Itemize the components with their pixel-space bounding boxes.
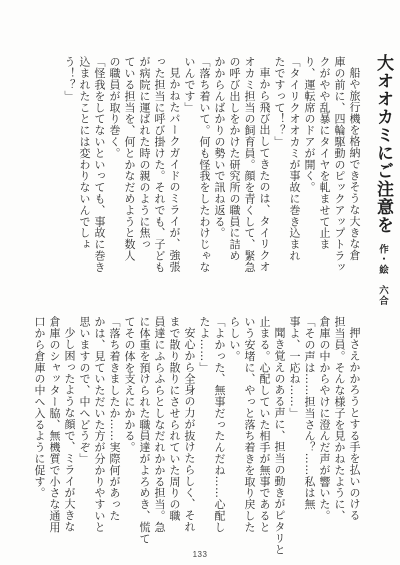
author-credit: 作・絵 六合: [377, 244, 388, 306]
text-line: らしい。: [228, 316, 241, 362]
text-line: 庫の前に、四輪駆動のピックアップトラッ: [333, 56, 346, 273]
text-line: 見かねたパークガイドのミライが、強張: [168, 67, 181, 273]
text-line: の職員が取り巻く。: [108, 56, 121, 159]
text-line: ている担当を、何とかなだめようと数人: [123, 56, 136, 262]
text-line: の呼び出しをかけた研究所の職員に詰め: [228, 56, 241, 262]
text-line: いんです」: [183, 56, 196, 113]
text-line: 口から倉庫の中へ入るように促す。: [33, 316, 46, 499]
text-line: 担当員。そんな様子を見かねたように、: [333, 316, 346, 522]
text-line: 事よ、一応ね……」: [288, 316, 301, 419]
text-line: たですって！？」: [273, 56, 286, 148]
text-line: 船や旅行機を格納できそうな大きな倉: [348, 67, 361, 261]
text-line: たよ……」: [198, 316, 211, 373]
text-line: 倉庫の中からやけに澄んだ声が響いた。: [318, 316, 331, 522]
text-line: まで散り散りにさせられていた周りの職: [168, 316, 181, 522]
text-line: かは、見ていただいた方が分かりやすいと: [93, 316, 106, 533]
text-line: 止まる。心配していた相手が無事であると: [258, 316, 271, 533]
text-line: 「その声は……担当さん？……私は無: [303, 316, 316, 510]
text-line: 車から飛び出してきたのは、タイリクオ: [258, 67, 271, 273]
text-line: に体重を預けられた職員達がよろめき、慌て: [138, 316, 151, 544]
text-line: 「落ち着きましたか……実際何があった: [108, 316, 121, 522]
text-line: った担当に呼び掛けた。それでも、子ども: [153, 56, 166, 273]
text-line: てその体を支えにかかる。: [123, 316, 136, 453]
text-line: 倉庫のシャッター脇、無機質で小さな通用: [48, 316, 61, 533]
text-line: 少し困ったような顔で、ミライが大きな: [63, 327, 76, 533]
text-line: が病院に運ばれた時の親のように焦っ: [138, 56, 151, 250]
text-line: 込まれたことには変わりないんでしょ: [78, 56, 91, 250]
page-number: 133: [192, 550, 208, 559]
text-line: 押さえかかろうとする手を払いのける: [348, 327, 361, 521]
text-line: いう安堵に、やっと落ち着きを取り戻した: [243, 316, 256, 533]
text-line: 「タイリクオオカミが事故に巻き込まれ: [288, 56, 301, 262]
text-line: 安心から全身の力が抜けたらしく、それ: [183, 327, 196, 533]
text-line: 「落ち着いて。何も怪我をしたわけじゃな: [198, 56, 211, 273]
text-line: り、運転席のドアが開く。: [303, 56, 316, 193]
text-line: 聞き覚えのある声に、担当の動きがピタリと: [273, 327, 286, 555]
text-line: オカミ担当の飼育員。顔を青くして、緊急: [243, 56, 256, 273]
text-line: かからんばかりの勢いで訊ね返る。: [213, 56, 226, 239]
text-line: 思いますので、中へどうぞ」: [78, 316, 91, 465]
text-line: 「怪我をしてないといっても、事故に巻き: [93, 56, 106, 273]
story-title: 大オオカミにご注意を: [373, 54, 393, 234]
text-line: 員達にふらふらとしなだれかかる担当。急: [153, 316, 166, 533]
text-line: クがやや乱暴にタイヤを軋ませて止ま: [318, 56, 331, 250]
text-line: 「よかった、無事だったんだね……心配し: [213, 316, 226, 533]
text-line: う！？」: [63, 56, 76, 102]
upper-tier-text: [62, 56, 362, 306]
